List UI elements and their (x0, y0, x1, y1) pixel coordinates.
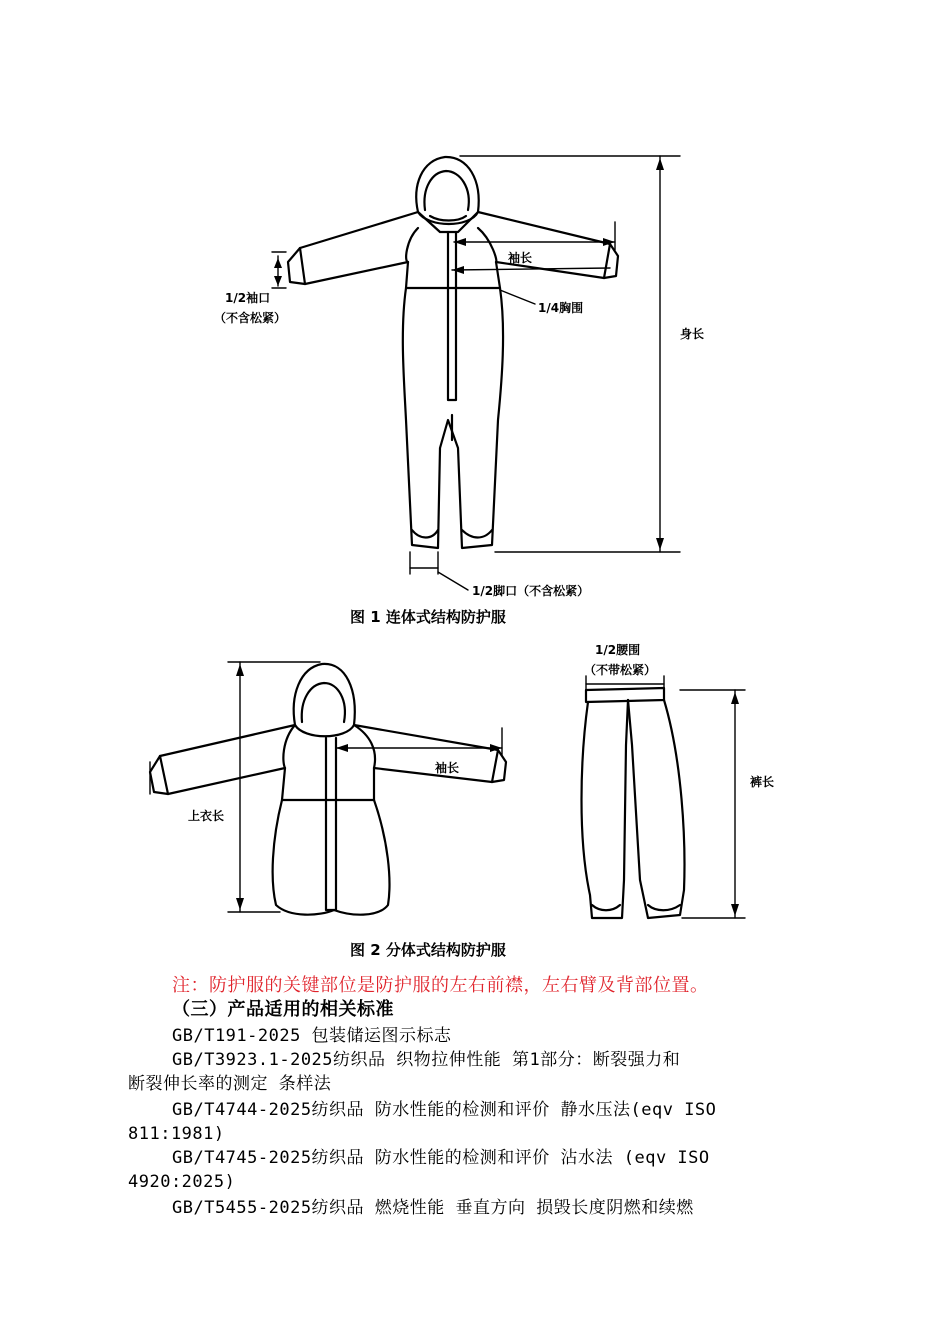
coverall-drawing (288, 157, 618, 548)
jacket-length-label: 上衣长 (188, 809, 225, 823)
standard-line: GB/T4744-2025纺织品 防水性能的检测和评价 静水压法(eqv ISO (172, 1100, 717, 1120)
standard-line: 4920:2025) (128, 1172, 236, 1192)
ankle-label: 1/2脚口（不含松紧） (472, 584, 590, 598)
waist-label: 1/2腰围 (595, 643, 641, 657)
standard-line: GB/T3923.1-2025纺织品 织物拉伸性能 第1部分：断裂强力和 (172, 1050, 681, 1070)
sleeve-length-label: 袖长 (508, 251, 533, 265)
standard-line: 811:1981) (128, 1124, 225, 1144)
standard-line: GB/T4745-2025纺织品 防水性能的检测和评价 沾水法 (eqv ISO (172, 1148, 710, 1168)
section-title: （三）产品适用的相关标准 (172, 999, 394, 1020)
pants-drawing (582, 688, 685, 918)
standard-line: GB/T191-2025 包装储运图示标志 (172, 1026, 452, 1046)
cuff-label: 1/2袖口 (225, 291, 271, 305)
note-line: 注：防护服的关键部位是防护服的左右前襟，左右臂及背部位置。 (172, 975, 709, 996)
jacket-drawing (150, 664, 506, 915)
figure1-caption: 图 1 连体式结构防护服 (350, 608, 506, 626)
pants-length-label: 裤长 (750, 775, 775, 789)
waist-note-label: （不带松紧） (584, 663, 657, 677)
cuff-note-label: （不含松紧） (214, 311, 287, 325)
standard-line: 断裂伸长率的测定 条样法 (128, 1074, 332, 1094)
body-length-label: 身长 (680, 327, 705, 341)
figure2-caption: 图 2 分体式结构防护服 (350, 941, 506, 959)
standard-line: GB/T5455-2025纺织品 燃烧性能 垂直方向 损毁长度阴燃和续燃 (172, 1198, 694, 1218)
jacket-sleeve-label: 袖长 (435, 761, 460, 775)
chest-label: 1/4胸围 (538, 301, 584, 315)
